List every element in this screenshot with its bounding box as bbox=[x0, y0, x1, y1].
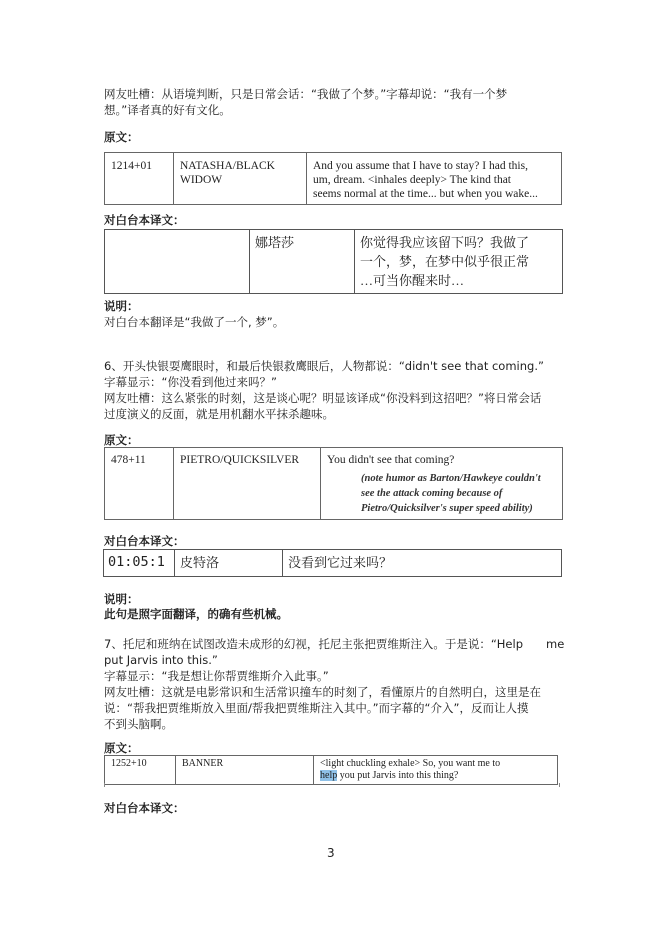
character-cell: 娜塔莎 bbox=[250, 230, 355, 294]
netizen-comment-line: 过度演义的反面，就是用机翻水平抹杀趣味。 bbox=[104, 407, 334, 421]
note-line: Pietro/Quicksilver's super speed ability) bbox=[361, 503, 533, 514]
character-cell: PIETRO/QUICKSILVER bbox=[174, 448, 321, 520]
subtitle-line: 字幕显示：“我是想让你帮贾维斯介入此事。” bbox=[104, 669, 329, 683]
netizen-comment-line: 网友吐槽：这么紧张的时刻，这是谈心呢？明显该译成“你没料到这招吧？”将日常会话 bbox=[104, 391, 542, 405]
script-translation-label: 对白台本译文： bbox=[104, 213, 185, 227]
timecode-cell: 1252+10 bbox=[105, 756, 176, 785]
timecode-cell: 1214+01 bbox=[105, 153, 174, 205]
dialogue-line: And you assume that I have to stay? I had this, bbox=[313, 160, 528, 172]
script-translation-table bbox=[104, 229, 563, 294]
cut-off-table-row bbox=[104, 783, 560, 787]
script-translation-table bbox=[103, 549, 562, 577]
character-cell: BANNER bbox=[176, 756, 314, 785]
netizen-comment-line: 网友吐槽：从语境判断，只是日常会话：“我做了个梦。”字幕却说：“我有一个梦 bbox=[104, 87, 508, 101]
netizen-comment-line: 不到头脑啊。 bbox=[104, 717, 173, 731]
dialogue-text: you put Jarvis into this thing? bbox=[337, 770, 459, 781]
dialogue-cell bbox=[321, 448, 563, 520]
netizen-comment-line: 网友吐槽：这就是电影常识和生活常识撞车的时刻了，看懂原片的自然明白，这里是在 bbox=[104, 685, 541, 699]
dialogue-cell bbox=[355, 230, 563, 294]
dialogue-cell: 没看到它过来吗？ bbox=[283, 550, 562, 577]
dialogue-line: seems normal at the time... but when you wake... bbox=[313, 188, 538, 200]
original-label: 原文： bbox=[104, 741, 139, 755]
section-paragraph-line: put Jarvis into this.” bbox=[104, 653, 218, 667]
timecode-cell bbox=[105, 230, 250, 294]
dialogue-line: 你觉得我应该留下吗？我做了 bbox=[360, 235, 530, 250]
subtitle-line: 字幕显示：“你没看到他过来吗？” bbox=[104, 375, 277, 389]
section-paragraph-line: 7、托尼和班纳在试图改造未成形的幻视，托尼主张把贾维斯注入。于是说：“Help bbox=[104, 637, 523, 651]
character-name-line: NATASHA/BLACK bbox=[180, 160, 275, 172]
original-label: 原文： bbox=[104, 130, 139, 144]
netizen-comment-line: 说：“帮我把贾维斯放入里面/帮我把贾维斯注入其中。”而字幕的“介入”，反而让人摸 bbox=[104, 701, 529, 715]
dialogue-line: um, dream. <inhales deeply> The kind that bbox=[313, 174, 511, 186]
dialogue-line: 一个，梦，在梦中似乎很正常 bbox=[360, 254, 530, 269]
timecode-cell: 478+11 bbox=[105, 448, 174, 520]
dialogue-line: <light chuckling exhale> So, you want me to bbox=[320, 758, 501, 769]
character-cell: 皮特洛 bbox=[175, 550, 283, 577]
dialogue-line: …可当你醒来时… bbox=[360, 273, 465, 288]
explanation-label: 说明： bbox=[104, 299, 139, 313]
netizen-comment-line: 想。”译者真的好有文化。 bbox=[104, 103, 231, 117]
dialogue-line bbox=[320, 770, 551, 782]
section-paragraph-line: me bbox=[546, 637, 565, 651]
dialogue-cell bbox=[314, 756, 558, 785]
original-script-table bbox=[104, 447, 563, 520]
original-label: 原文： bbox=[104, 433, 139, 447]
note-line: (note humor as Barton/Hawkeye couldn't bbox=[361, 473, 541, 484]
dialogue-line: You didn't see that coming? bbox=[327, 454, 455, 466]
original-script-table bbox=[104, 152, 562, 205]
dialogue-cell bbox=[307, 153, 562, 205]
explanation-text: 对白台本翻译是“我做了一个, 梦”。 bbox=[104, 315, 285, 329]
dialogue-note bbox=[327, 471, 556, 516]
character-cell bbox=[174, 153, 307, 205]
highlighted-word: help bbox=[320, 770, 338, 781]
section-paragraph-line: 6、开头快银耍鹰眼时，和最后快银救鹰眼后，人物都说：“didn't see that coming.” bbox=[104, 359, 544, 373]
explanation-label: 说明： bbox=[104, 592, 139, 606]
timecode-cell: 01:05:1 bbox=[104, 550, 175, 577]
script-translation-label: 对白台本译文： bbox=[104, 534, 185, 548]
character-name-line: WIDOW bbox=[180, 174, 223, 186]
explanation-text: 此句是照字面翻译，的确有些机械。 bbox=[104, 607, 288, 621]
note-line: see the attack coming because of bbox=[361, 488, 503, 499]
page-number: 3 bbox=[327, 846, 335, 860]
script-translation-label: 对白台本译文： bbox=[104, 801, 185, 815]
original-script-table bbox=[104, 755, 558, 785]
